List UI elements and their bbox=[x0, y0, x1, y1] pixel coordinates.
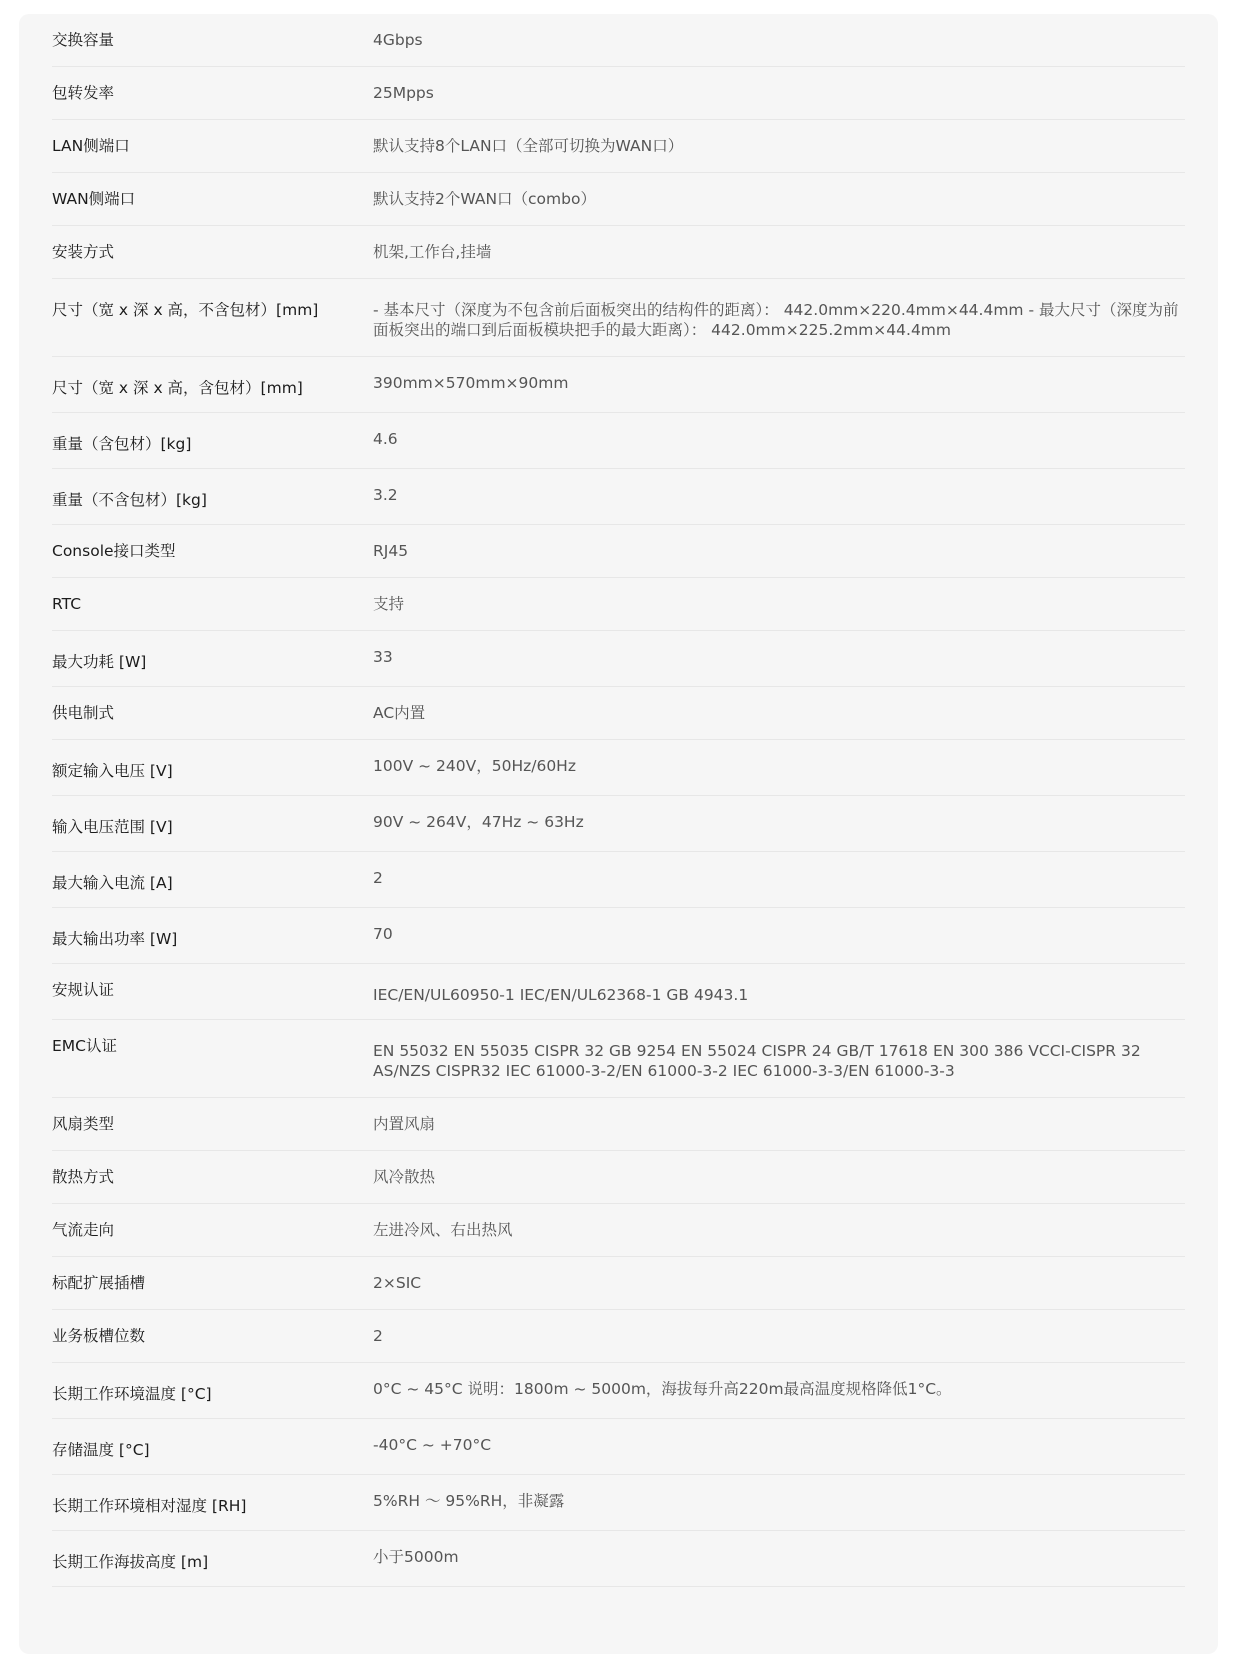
spec-row bbox=[52, 908, 1185, 964]
spec-value: 4Gbps bbox=[373, 31, 423, 49]
spec-label: 最大输入电流 [A] bbox=[52, 874, 173, 892]
spec-value: 0°C ~ 45°C 说明：1800m ~ 5000m，海拔每升高220m最高温度规格降低1°C。 bbox=[373, 1380, 952, 1398]
spec-label: 安规认证 bbox=[52, 981, 115, 999]
spec-label: WAN侧端口 bbox=[52, 190, 136, 208]
spec-label: 长期工作环境相对湿度 [RH] bbox=[52, 1497, 247, 1515]
spec-label: 尺寸（宽 x 深 x 高，含包材）[mm] bbox=[52, 379, 303, 397]
spec-row bbox=[52, 578, 1185, 631]
spec-row bbox=[52, 1257, 1185, 1310]
spec-value: 默认支持2个WAN口（combo） bbox=[373, 190, 596, 208]
spec-row bbox=[52, 1475, 1185, 1531]
spec-value: 2 bbox=[373, 1327, 383, 1345]
spec-value: 2 bbox=[373, 869, 383, 887]
spec-row bbox=[52, 173, 1185, 226]
spec-label: EMC认证 bbox=[52, 1037, 117, 1055]
spec-label: 风扇类型 bbox=[52, 1115, 115, 1133]
spec-row bbox=[52, 631, 1185, 687]
spec-label: 额定输入电压 [V] bbox=[52, 762, 173, 780]
spec-label: 气流走向 bbox=[52, 1221, 115, 1239]
spec-label: 最大输出功率 [W] bbox=[52, 930, 178, 948]
spec-label: 存储温度 [°C] bbox=[52, 1441, 150, 1459]
spec-label: RTC bbox=[52, 595, 82, 613]
spec-value: 2×SIC bbox=[373, 1274, 422, 1292]
spec-value: RJ45 bbox=[373, 542, 409, 560]
spec-row bbox=[52, 852, 1185, 908]
spec-row bbox=[52, 964, 1185, 1020]
spec-value: 内置风扇 bbox=[373, 1115, 436, 1133]
spec-row bbox=[52, 413, 1185, 469]
spec-label: 供电制式 bbox=[52, 704, 115, 722]
spec-row bbox=[52, 1098, 1185, 1151]
spec-label: 尺寸（宽 x 深 x 高，不含包材）[mm] bbox=[52, 301, 319, 319]
spec-label: 输入电压范围 [V] bbox=[52, 818, 173, 836]
spec-row bbox=[52, 279, 1185, 357]
spec-value: 25Mpps bbox=[373, 84, 434, 102]
spec-value: 390mm×570mm×90mm bbox=[373, 374, 569, 392]
spec-row bbox=[52, 1151, 1185, 1204]
spec-label: 重量（不含包材）[kg] bbox=[52, 491, 207, 509]
spec-row bbox=[52, 740, 1185, 796]
spec-value: 小于5000m bbox=[373, 1548, 459, 1566]
spec-row bbox=[52, 226, 1185, 279]
spec-label: 包转发率 bbox=[52, 84, 115, 102]
spec-row bbox=[52, 687, 1185, 740]
spec-row bbox=[52, 469, 1185, 525]
spec-label: 长期工作环境温度 [°C] bbox=[52, 1385, 212, 1403]
spec-row bbox=[52, 1419, 1185, 1475]
spec-row bbox=[52, 1020, 1185, 1098]
spec-row bbox=[52, 1204, 1185, 1257]
spec-row bbox=[52, 120, 1185, 173]
spec-row bbox=[52, 1363, 1185, 1419]
spec-label: 业务板槽位数 bbox=[52, 1327, 146, 1345]
spec-value: 3.2 bbox=[373, 486, 398, 504]
spec-value: 机架,工作台,挂墙 bbox=[373, 243, 492, 261]
spec-row bbox=[52, 525, 1185, 578]
spec-card bbox=[19, 14, 1218, 1654]
spec-row bbox=[52, 67, 1185, 120]
spec-label: 最大功耗 [W] bbox=[52, 653, 147, 671]
spec-value: 70 bbox=[373, 925, 393, 943]
spec-label: 长期工作海拔高度 [m] bbox=[52, 1553, 209, 1571]
spec-value: 5%RH ～ 95%RH，非凝露 bbox=[373, 1492, 565, 1510]
spec-row bbox=[52, 14, 1185, 67]
spec-label: 安装方式 bbox=[52, 243, 115, 261]
spec-table bbox=[52, 14, 1185, 1587]
spec-value: 4.6 bbox=[373, 430, 398, 448]
spec-value: 风冷散热 bbox=[373, 1168, 436, 1186]
spec-label: 散热方式 bbox=[52, 1168, 115, 1186]
spec-label: Console接口类型 bbox=[52, 542, 176, 560]
spec-value: 100V ~ 240V，50Hz/60Hz bbox=[373, 757, 576, 775]
spec-value: -40°C ~ +70°C bbox=[373, 1436, 492, 1454]
spec-label: LAN侧端口 bbox=[52, 137, 130, 155]
spec-label: 标配扩展插槽 bbox=[52, 1274, 146, 1292]
spec-row bbox=[52, 357, 1185, 413]
spec-value: - 基本尺寸（深度为不包含前后面板突出的结构件的距离）： 442.0mm×220.4mm×44.4mm - 最大尺寸（深度为前面板突出的端口到后面板模块把手的最大距离）： 442.0mm×225.2mm×44.4mm bbox=[373, 301, 1179, 339]
spec-value: 左进冷风、右出热风 bbox=[373, 1221, 513, 1239]
spec-value: AC内置 bbox=[373, 704, 426, 722]
spec-row bbox=[52, 796, 1185, 852]
spec-value: 33 bbox=[373, 648, 393, 666]
spec-value: 默认支持8个LAN口（全部可切换为WAN口） bbox=[373, 137, 684, 155]
spec-value: 90V ~ 264V，47Hz ~ 63Hz bbox=[373, 813, 584, 831]
spec-value: IEC/EN/UL60950-1 IEC/EN/UL62368-1 GB 4943.1 bbox=[373, 986, 749, 1004]
spec-value: 支持 bbox=[373, 595, 405, 613]
spec-label: 交换容量 bbox=[52, 31, 115, 49]
spec-row bbox=[52, 1531, 1185, 1587]
spec-row bbox=[52, 1310, 1185, 1363]
spec-value: EN 55032 EN 55035 CISPR 32 GB 9254 EN 55024 CISPR 24 GB/T 17618 EN 300 386 VCCI-CISPR 32 AS/NZS CISPR32 IEC 61000-3-2/EN 61000-3-2 IEC 61000-3-3/EN 61000-3-3 bbox=[373, 1042, 1141, 1080]
spec-label: 重量（含包材）[kg] bbox=[52, 435, 192, 453]
